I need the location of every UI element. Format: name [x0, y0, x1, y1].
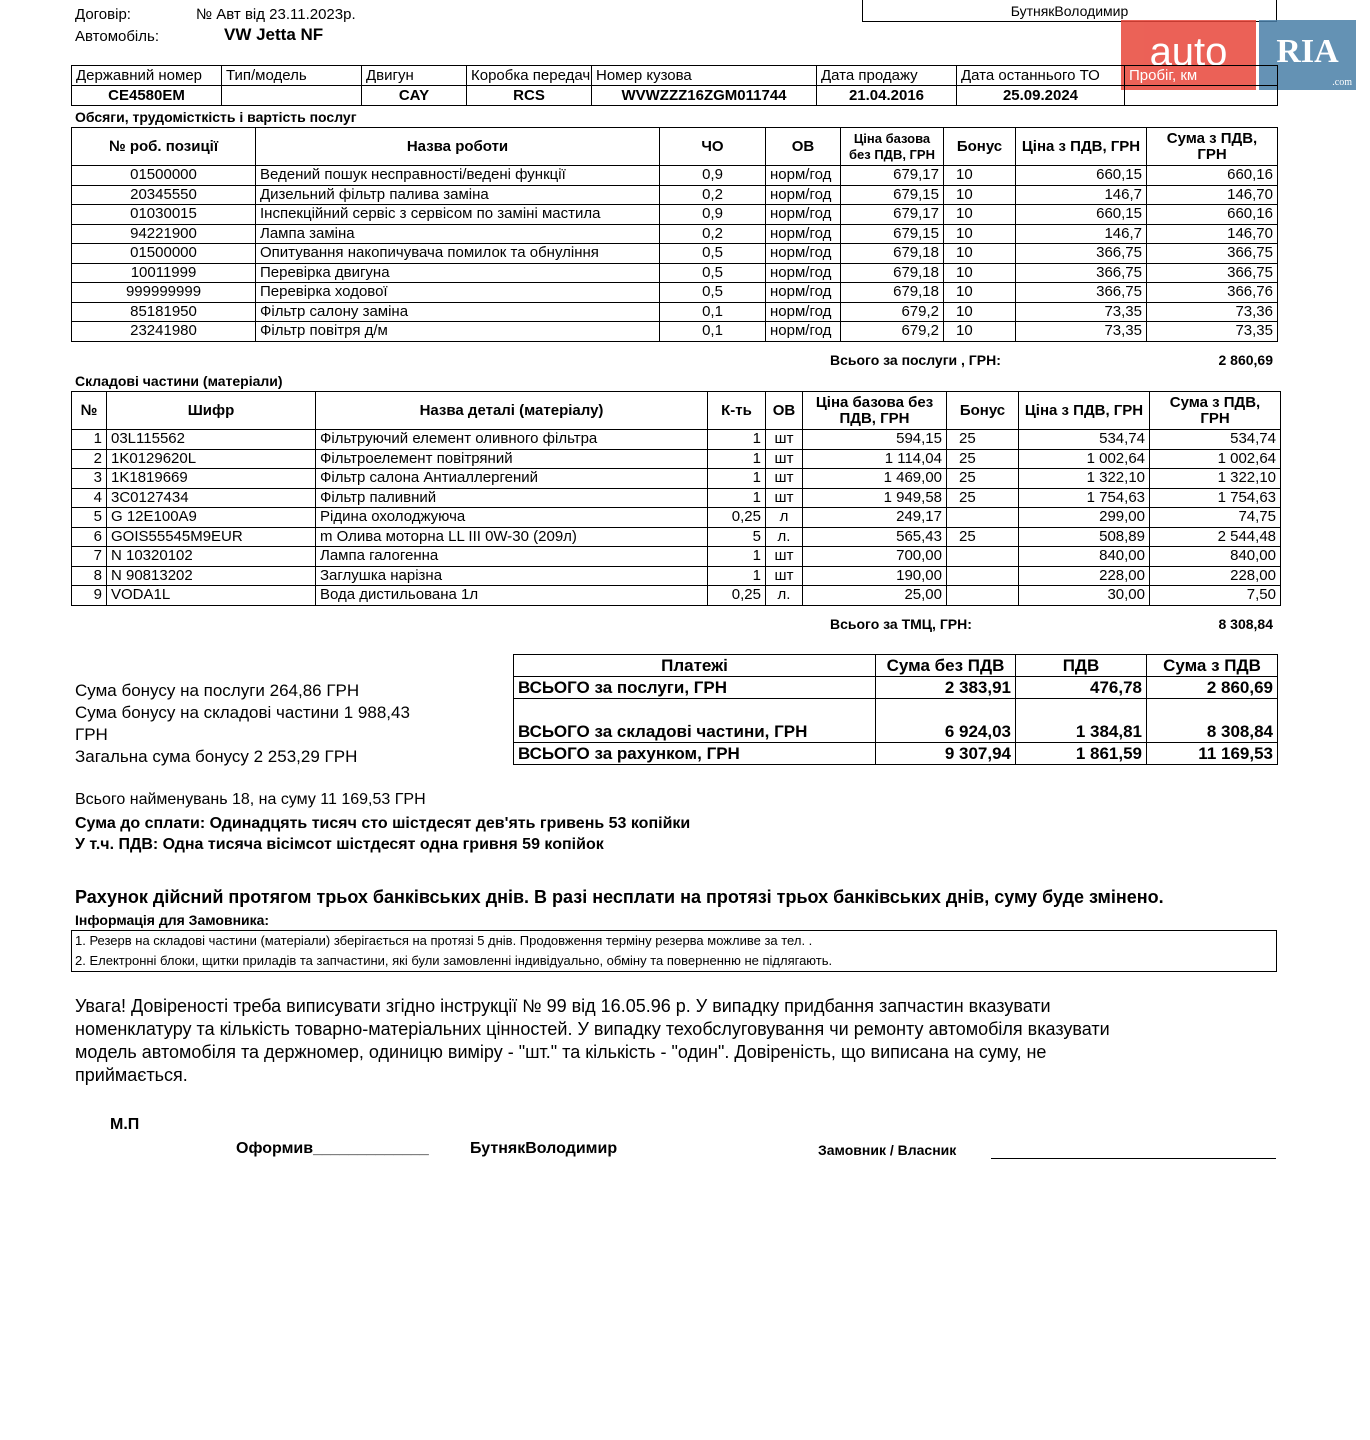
table-row: [72, 547, 1281, 567]
warning-line-3: модель автомобіля та держномер, одиницю виміру - "шт." та кількість - "один". Довіреність, що виписана на суму, не: [75, 1042, 1047, 1062]
payments-total-label: ВСЬОГО за рахунком, ГРН: [514, 743, 876, 765]
services-header-code: № роб. позиції: [72, 128, 256, 166]
services-total-value: 2 860,69: [1218, 352, 1273, 368]
parts-cell: 25: [947, 488, 1019, 508]
parts-cell: 1: [708, 469, 766, 489]
parts-cell: 1 002,64: [1019, 449, 1150, 469]
parts-cell: 25: [947, 449, 1019, 469]
parts-title: Складові частини (матеріали): [75, 373, 283, 389]
parts-cell: 1K0129620L: [107, 449, 316, 469]
table-row: [72, 263, 1278, 283]
parts-cell: 565,43: [803, 527, 947, 547]
vehicle-header-engine: Двигун: [362, 66, 467, 86]
services-cell: 0,5: [660, 283, 766, 303]
services-cell: 73,35: [1016, 302, 1147, 322]
parts-cell: 840,00: [1019, 547, 1150, 567]
manager-box: [862, 0, 1277, 22]
parts-cell: VODA1L: [107, 586, 316, 606]
parts-cell: Рідина охолоджуюча: [316, 508, 708, 528]
services-cell: 0,2: [660, 185, 766, 205]
services-cell: 10: [944, 283, 1016, 303]
vehicle-header-plate: Державний номер: [72, 66, 222, 86]
services-header-base-price: Ціна базова без ПДВ, ГРН: [841, 128, 944, 166]
services-cell: 999999999: [72, 283, 256, 303]
parts-cell: 1: [708, 547, 766, 567]
payments-header-net: Сума без ПДВ: [876, 655, 1016, 677]
parts-cell: л.: [766, 586, 803, 606]
services-cell: 366,75: [1016, 263, 1147, 283]
parts-cell: л.: [766, 527, 803, 547]
payments-total-net: 9 307,94: [876, 743, 1016, 765]
services-cell: 01500000: [72, 244, 256, 264]
services-cell: 660,15: [1016, 205, 1147, 225]
vehicle-plate: CE4580EM: [72, 86, 222, 106]
parts-rows: [72, 430, 1281, 606]
table-row: [72, 488, 1281, 508]
parts-cell: 534,74: [1150, 430, 1281, 450]
parts-header-code: Шифр: [107, 392, 316, 430]
services-cell: 366,76: [1147, 283, 1278, 303]
table-row: [72, 185, 1278, 205]
services-cell: 0,5: [660, 263, 766, 283]
services-header-sum-vat: Сума з ПДВ, ГРН: [1147, 128, 1278, 166]
summary-vat: У т.ч. ПДВ: Одна тисяча вісімсот шістдесят одна гривня 59 копійок: [75, 836, 604, 853]
services-cell: норм/год: [766, 185, 841, 205]
payments-row-total: [514, 743, 1278, 765]
services-total-label: Всього за послуги , ГРН:: [830, 352, 1001, 368]
parts-cell: [947, 586, 1019, 606]
info-item-1: 1. Резерв на складові частини (матеріали) зберігається на протязі 5 днів. Продовження терміну резерва можливе за тел. .: [75, 933, 813, 948]
services-cell: 679,18: [841, 263, 944, 283]
services-header-unit: ОВ: [766, 128, 841, 166]
vehicle-header-mileage: Пробіг, км: [1125, 66, 1278, 86]
payments-parts-vat: 1 384,81: [1016, 699, 1147, 743]
summary-items: Всього найменувань 18, на суму 11 169,53 ГРН: [75, 791, 426, 808]
parts-cell: 1 322,10: [1019, 469, 1150, 489]
parts-cell: m Олива моторна LL III 0W-30 (209л): [316, 527, 708, 547]
services-cell: 0,1: [660, 322, 766, 342]
services-cell: норм/год: [766, 322, 841, 342]
services-cell: 366,75: [1147, 263, 1278, 283]
parts-cell: 1 002,64: [1150, 449, 1281, 469]
services-cell: 10: [944, 263, 1016, 283]
services-cell: норм/год: [766, 283, 841, 303]
parts-cell: 2: [72, 449, 107, 469]
services-cell: 01030015: [72, 205, 256, 225]
bonus-parts-currency: ГРН: [75, 725, 108, 744]
parts-table: [71, 391, 1281, 606]
parts-cell: шт: [766, 566, 803, 586]
payments-services-net: 2 383,91: [876, 677, 1016, 699]
parts-cell: 1: [708, 488, 766, 508]
services-cell: 73,35: [1016, 322, 1147, 342]
parts-cell: 1K1819669: [107, 469, 316, 489]
parts-cell: шт: [766, 488, 803, 508]
services-cell: Інспекційний сервіс з сервісом по заміні мастила: [256, 205, 660, 225]
table-row: [72, 166, 1278, 186]
parts-cell: 6: [72, 527, 107, 547]
services-cell: 679,2: [841, 302, 944, 322]
parts-cell: 25: [947, 527, 1019, 547]
parts-cell: Лампа галогенна: [316, 547, 708, 567]
contract-label: Договір:: [75, 6, 131, 23]
parts-header-price-vat: Ціна з ПДВ, ГРН: [1019, 392, 1150, 430]
parts-cell: 1: [708, 430, 766, 450]
parts-cell: N 10320102: [107, 547, 316, 567]
services-cell: 679,2: [841, 322, 944, 342]
table-row: [72, 302, 1278, 322]
parts-cell: 25,00: [803, 586, 947, 606]
services-cell: 10: [944, 166, 1016, 186]
services-cell: 679,15: [841, 185, 944, 205]
logo-text-ria: RIA: [1276, 33, 1339, 70]
services-cell: 0,9: [660, 166, 766, 186]
table-row: [72, 430, 1281, 450]
bonus-services: Сума бонусу на послуги 264,86 ГРН: [75, 681, 360, 700]
payments-row-services: [514, 677, 1278, 699]
parts-cell: 299,00: [1019, 508, 1150, 528]
payments-total-vat: 1 861,59: [1016, 743, 1147, 765]
warning-line-2: номенклатуру та кількість товарно-матеріальних цінностей. У випадку техобслуговування чи ремонту автомобіля вказувати: [75, 1019, 1110, 1039]
vehicle-gearbox: RCS: [467, 86, 592, 106]
parts-cell: 1 322,10: [1150, 469, 1281, 489]
parts-cell: л: [766, 508, 803, 528]
car-value: VW Jetta NF: [224, 25, 324, 44]
parts-cell: 840,00: [1150, 547, 1281, 567]
payments-services-gross: 2 860,69: [1147, 677, 1278, 699]
services-cell: норм/год: [766, 205, 841, 225]
parts-cell: 228,00: [1019, 566, 1150, 586]
parts-cell: 249,17: [803, 508, 947, 528]
parts-cell: 2 544,48: [1150, 527, 1281, 547]
stamp-label: М.П: [110, 1116, 140, 1133]
logo-suffix: .com: [1332, 77, 1352, 88]
parts-header-base-price: Ціна базова без ПДВ, ГРН: [803, 392, 947, 430]
services-cell: 146,70: [1147, 185, 1278, 205]
parts-cell: 594,15: [803, 430, 947, 450]
services-cell: 366,75: [1016, 244, 1147, 264]
vehicle-table: [71, 65, 1278, 106]
parts-cell: 4: [72, 488, 107, 508]
services-title: Обсяги, трудомісткість і вартість послуг: [75, 109, 357, 125]
services-cell: норм/год: [766, 224, 841, 244]
parts-header-name: Назва деталі (матеріалу): [316, 392, 708, 430]
services-cell: 10: [944, 205, 1016, 225]
table-row: [72, 322, 1278, 342]
parts-cell: 1 949,58: [803, 488, 947, 508]
bonus-total: Загальна сума бонусу 2 253,29 ГРН: [75, 747, 358, 766]
parts-header-unit: ОВ: [766, 392, 803, 430]
parts-cell: [947, 566, 1019, 586]
services-cell: 679,18: [841, 244, 944, 264]
parts-cell: 7: [72, 547, 107, 567]
bonus-parts: Сума бонусу на складові частини 1 988,43: [75, 703, 410, 722]
services-cell: 679,17: [841, 205, 944, 225]
parts-cell: 1: [708, 566, 766, 586]
payments-header-name: Платежі: [514, 655, 876, 677]
table-row: [72, 224, 1278, 244]
services-cell: 10: [944, 185, 1016, 205]
services-table: [71, 127, 1278, 342]
parts-cell: 534,74: [1019, 430, 1150, 450]
services-cell: 10011999: [72, 263, 256, 283]
parts-cell: шт: [766, 469, 803, 489]
table-row: [72, 244, 1278, 264]
info-item-2: 2. Електронні блоки, щитки приладів та запчастини, які були замовленні індивідуально, обміну та поверненню не підлягають.: [75, 953, 833, 968]
table-row: [72, 469, 1281, 489]
services-cell: норм/год: [766, 166, 841, 186]
parts-cell: 25: [947, 469, 1019, 489]
parts-cell: 190,00: [803, 566, 947, 586]
parts-cell: [947, 547, 1019, 567]
services-cell: 660,16: [1147, 166, 1278, 186]
services-cell: Перевірка ходової: [256, 283, 660, 303]
table-row: [72, 205, 1278, 225]
parts-cell: 1 754,63: [1019, 488, 1150, 508]
services-cell: 01500000: [72, 166, 256, 186]
services-cell: 679,15: [841, 224, 944, 244]
services-cell: 0,1: [660, 302, 766, 322]
services-cell: Ведений пошук несправності/ведені функції: [256, 166, 660, 186]
services-cell: 85181950: [72, 302, 256, 322]
services-cell: 94221900: [72, 224, 256, 244]
services-cell: норм/год: [766, 302, 841, 322]
parts-cell: Фільтроелемент повітряний: [316, 449, 708, 469]
parts-cell: G 12E100A9: [107, 508, 316, 528]
parts-cell: N 90813202: [107, 566, 316, 586]
services-cell: 73,35: [1147, 322, 1278, 342]
parts-total-label: Всього за ТМЦ, ГРН:: [830, 616, 972, 632]
vehicle-sale-date: 21.04.2016: [817, 86, 957, 106]
parts-cell: шт: [766, 430, 803, 450]
parts-cell: 8: [72, 566, 107, 586]
services-cell: 660,16: [1147, 205, 1278, 225]
parts-header-sum-vat: Сума з ПДВ, ГРН: [1150, 392, 1281, 430]
car-label: Автомобіль:: [75, 28, 160, 45]
parts-header-qty: К-ть: [708, 392, 766, 430]
issued-by-label: Оформив_____________: [236, 1140, 429, 1157]
parts-cell: 1: [72, 430, 107, 450]
parts-header-number: №: [72, 392, 107, 430]
parts-cell: 5: [72, 508, 107, 528]
payments-parts-label: ВСЬОГО за складові частини, ГРН: [514, 699, 876, 743]
services-cell: Фільтр салону заміна: [256, 302, 660, 322]
parts-cell: 5: [708, 527, 766, 547]
parts-cell: Вода дистильована 1л: [316, 586, 708, 606]
validity-notice: Рахунок дійсний протягом трьох банківських днів. В разі несплати на протязі трьох банківських днів, суму буде змінено.: [75, 887, 1164, 907]
table-row: [72, 566, 1281, 586]
parts-cell: 1 754,63: [1150, 488, 1281, 508]
parts-cell: 3: [72, 469, 107, 489]
vehicle-header-sale-date: Дата продажу: [817, 66, 957, 86]
services-cell: 146,7: [1016, 185, 1147, 205]
payments-row-parts: [514, 699, 1278, 743]
table-row: [72, 527, 1281, 547]
services-cell: 366,75: [1016, 283, 1147, 303]
services-cell: 146,70: [1147, 224, 1278, 244]
services-cell: норм/год: [766, 244, 841, 264]
services-cell: 0,9: [660, 205, 766, 225]
parts-cell: шт: [766, 547, 803, 567]
vehicle-engine: CAY: [362, 86, 467, 106]
services-cell: Опитування накопичувача помилок та обнуління: [256, 244, 660, 264]
payments-total-gross: 11 169,53: [1147, 743, 1278, 765]
services-header-bonus: Бонус: [944, 128, 1016, 166]
services-cell: 73,36: [1147, 302, 1278, 322]
services-cell: Дизельний фільтр палива заміна: [256, 185, 660, 205]
vehicle-header-last-service: Дата останнього ТО: [957, 66, 1125, 86]
services-cell: 23241980: [72, 322, 256, 342]
parts-cell: 3C0127434: [107, 488, 316, 508]
services-cell: 660,15: [1016, 166, 1147, 186]
parts-cell: 0,25: [708, 586, 766, 606]
services-cell: 679,17: [841, 166, 944, 186]
parts-cell: 74,75: [1150, 508, 1281, 528]
parts-cell: 9: [72, 586, 107, 606]
services-cell: 0,2: [660, 224, 766, 244]
parts-cell: 25: [947, 430, 1019, 450]
services-cell: 10: [944, 302, 1016, 322]
vehicle-header-model: Тип/модель: [222, 66, 362, 86]
services-rows: [72, 166, 1278, 342]
parts-cell: Заглушка нарізна: [316, 566, 708, 586]
table-row: [72, 586, 1281, 606]
parts-cell: Фільтр паливний: [316, 488, 708, 508]
payments-parts-net: 6 924,03: [876, 699, 1016, 743]
parts-cell: Фільтруючий елемент оливного фільтра: [316, 430, 708, 450]
parts-cell: 0,25: [708, 508, 766, 528]
parts-header-bonus: Бонус: [947, 392, 1019, 430]
parts-cell: 30,00: [1019, 586, 1150, 606]
services-cell: 10: [944, 322, 1016, 342]
payments-header-vat: ПДВ: [1016, 655, 1147, 677]
payments-header-gross: Сума з ПДВ: [1147, 655, 1278, 677]
parts-cell: 228,00: [1150, 566, 1281, 586]
parts-cell: шт: [766, 449, 803, 469]
services-cell: 20345550: [72, 185, 256, 205]
services-cell: 366,75: [1147, 244, 1278, 264]
payments-services-vat: 476,78: [1016, 677, 1147, 699]
parts-cell: Фільтр салона Антиаллергений: [316, 469, 708, 489]
parts-cell: 1 114,04: [803, 449, 947, 469]
table-row: [72, 508, 1281, 528]
parts-cell: 7,50: [1150, 586, 1281, 606]
services-cell: 146,7: [1016, 224, 1147, 244]
services-cell: 10: [944, 244, 1016, 264]
vehicle-model: [222, 86, 362, 106]
parts-cell: 1: [708, 449, 766, 469]
payments-services-label: ВСЬОГО за послуги, ГРН: [514, 677, 876, 699]
services-cell: Перевірка двигуна: [256, 263, 660, 283]
services-header-hours: ЧО: [660, 128, 766, 166]
warning-line-1: Увага! Довіреності треба виписувати згідно інструкції № 99 від 16.05.96 р. У випадку придбання запчастин вказувати: [75, 996, 1051, 1016]
parts-cell: 03L115562: [107, 430, 316, 450]
vehicle-mileage: [1125, 86, 1278, 106]
vehicle-last-service: 25.09.2024: [957, 86, 1125, 106]
services-header-price-vat: Ціна з ПДВ, ГРН: [1016, 128, 1147, 166]
logo-text-auto: auto: [1149, 30, 1228, 74]
bonus-block: [75, 680, 410, 768]
parts-total-value: 8 308,84: [1218, 616, 1273, 632]
summary-to-pay: Сума до сплати: Одинадцять тисяч сто шістдесят дев'ять гривень 53 копійки: [75, 815, 691, 832]
parts-cell: GOIS55545M9EUR: [107, 527, 316, 547]
services-cell: 10: [944, 224, 1016, 244]
services-cell: 0,5: [660, 244, 766, 264]
services-cell: норм/год: [766, 263, 841, 283]
issued-by-name: БутнякВолодимир: [470, 1140, 618, 1157]
parts-cell: 1 469,00: [803, 469, 947, 489]
vehicle-header-vin: Номер кузова: [592, 66, 817, 86]
services-cell: 679,18: [841, 283, 944, 303]
vehicle-header-gearbox: Коробка передач: [467, 66, 592, 86]
table-row: [72, 449, 1281, 469]
warning-block: [75, 995, 1110, 1087]
vehicle-vin: WVWZZZ16ZGM011744: [592, 86, 817, 106]
services-cell: Лампа заміна: [256, 224, 660, 244]
warning-line-4: приймається.: [75, 1065, 188, 1085]
services-header-name: Назва роботи: [256, 128, 660, 166]
manager-name: БутнякВолодимир: [1010, 3, 1129, 19]
parts-cell: 508,89: [1019, 527, 1150, 547]
parts-cell: [947, 508, 1019, 528]
customer-label: Замовник / Власник: [818, 1142, 957, 1158]
info-box: [71, 930, 1277, 972]
services-cell: Фільтр повітря д/м: [256, 322, 660, 342]
table-row: [72, 283, 1278, 303]
payments-parts-gross: 8 308,84: [1147, 699, 1278, 743]
payments-table: [513, 654, 1278, 765]
info-title: Інформація для Замовника:: [75, 912, 270, 928]
parts-cell: 700,00: [803, 547, 947, 567]
contract-value: № Авт від 23.11.2023р.: [196, 6, 356, 23]
customer-signature-line: [991, 1158, 1276, 1159]
